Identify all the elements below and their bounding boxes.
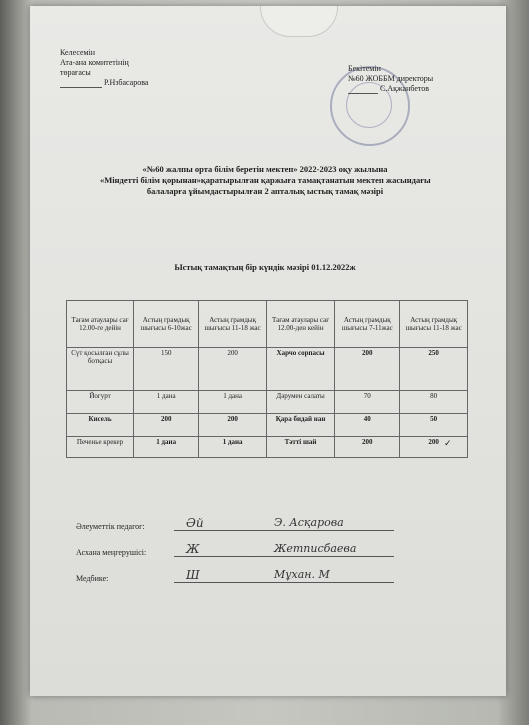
table-row [67, 391, 468, 414]
table-cell: 1 дана [134, 391, 199, 414]
table-cell: 1 дана [199, 437, 267, 458]
header-cell: Тағам атаулары сағ 12.00-ге дейін [67, 301, 134, 348]
table-cell: 1 дана [199, 391, 267, 414]
table-cell: Харчо сорпасы [266, 348, 334, 391]
table-cell: Тәтті шай [266, 437, 334, 458]
check-mark-icon: ✓ [444, 438, 452, 448]
approved-line1: Бекітемін [348, 64, 381, 73]
header-cell: Астың грамдық шығысы 11-18 жас [199, 301, 267, 348]
agreed-line2: Ата-ана комитетінің [60, 58, 129, 67]
table-cell: 250 [400, 348, 468, 391]
agreed-block [60, 48, 190, 88]
handwritten-name: Мұхан. М [274, 568, 330, 581]
table-cell: 1 дана [134, 437, 199, 458]
table-cell: 80 [400, 391, 468, 414]
table-cell: 50 [400, 414, 468, 437]
approved-line2: №60 ЖОББМ директоры [348, 74, 434, 83]
staff-label: Асхана меңгерушісі: [76, 548, 147, 557]
table-cell: 200 [134, 414, 199, 437]
title-line2: «Міндетті білім қорынан»қаратырылған қаржыға тамақтанатын мектеп жасындағы [100, 175, 431, 185]
signature-line [174, 568, 394, 583]
menu-subtitle: Ыстық тамақтың бір күндік мәзірі 01.12.2022ж [174, 262, 356, 272]
table-row [67, 348, 468, 391]
staff-row-canteen-manager [76, 542, 476, 557]
signature-mark: Әй [186, 516, 204, 530]
agreed-line1: Келесемін [60, 48, 96, 57]
table-cell: 40 [335, 414, 400, 437]
staff-row-social-pedagogue [76, 516, 476, 531]
table-cell: 200 [199, 414, 267, 437]
agreed-signature-line [60, 79, 102, 88]
handwritten-name: Э. Асқарова [274, 516, 344, 529]
handwritten-name: Жетписбаева [274, 542, 357, 555]
table-cell: Дәрумен салаты [266, 391, 334, 414]
approved-block [348, 64, 488, 94]
signature-mark: Ш [186, 568, 200, 582]
agreed-signature-name: Р.Нзбасарова [104, 78, 149, 87]
document-title [100, 164, 430, 197]
table-cell: Кисель [67, 414, 134, 437]
header-cell: Астың грамдық шығысы 11-18 жас [400, 301, 468, 348]
table-cell: Печенье крекер [67, 437, 134, 458]
table-cell: Сүт қосылған сұлы ботқасы [67, 348, 134, 391]
table-cell: Йогурт [67, 391, 134, 414]
table-cell: 200 [335, 348, 400, 391]
table-cell: 150 [134, 348, 199, 391]
staff-label: Әлеуметтік педагог: [76, 522, 145, 531]
table-row [67, 414, 468, 437]
approved-signature-line [348, 85, 378, 94]
agreed-line3: төрағасы [60, 68, 91, 77]
title-line3: балаларға ұйымдастырылған 2 апталық ыстық тамақ мәзірі [146, 186, 384, 196]
title-line1: «№60 жалпы орта білім беретін мектеп» 2022-2023 оқу жылына [142, 164, 388, 174]
table-row [67, 437, 468, 458]
approved-signature-name: С.Ақжанбетов [380, 84, 430, 93]
header-cell: Астың грамдық шығысы 6-10жас [134, 301, 199, 348]
header-cell: Астың грамдық шығысы 7-11жас [335, 301, 400, 348]
signature-line [174, 516, 394, 531]
signature-mark: Ж [186, 542, 200, 556]
table-cell: Қара бидай нан [266, 414, 334, 437]
sleeve-pocket [260, 6, 338, 37]
table-header-row [67, 301, 468, 348]
table-cell: 200 [199, 348, 267, 391]
staff-label: Медбике: [76, 574, 109, 583]
table-cell: 70 [335, 391, 400, 414]
header-cell: Тағам атаулары сағ 12.00-ден кейін [266, 301, 334, 348]
signature-line [174, 542, 394, 557]
menu-table [66, 300, 468, 458]
table-cell: 200 [335, 437, 400, 458]
table-cell: 200 [400, 437, 468, 458]
staff-row-nurse [76, 568, 476, 583]
